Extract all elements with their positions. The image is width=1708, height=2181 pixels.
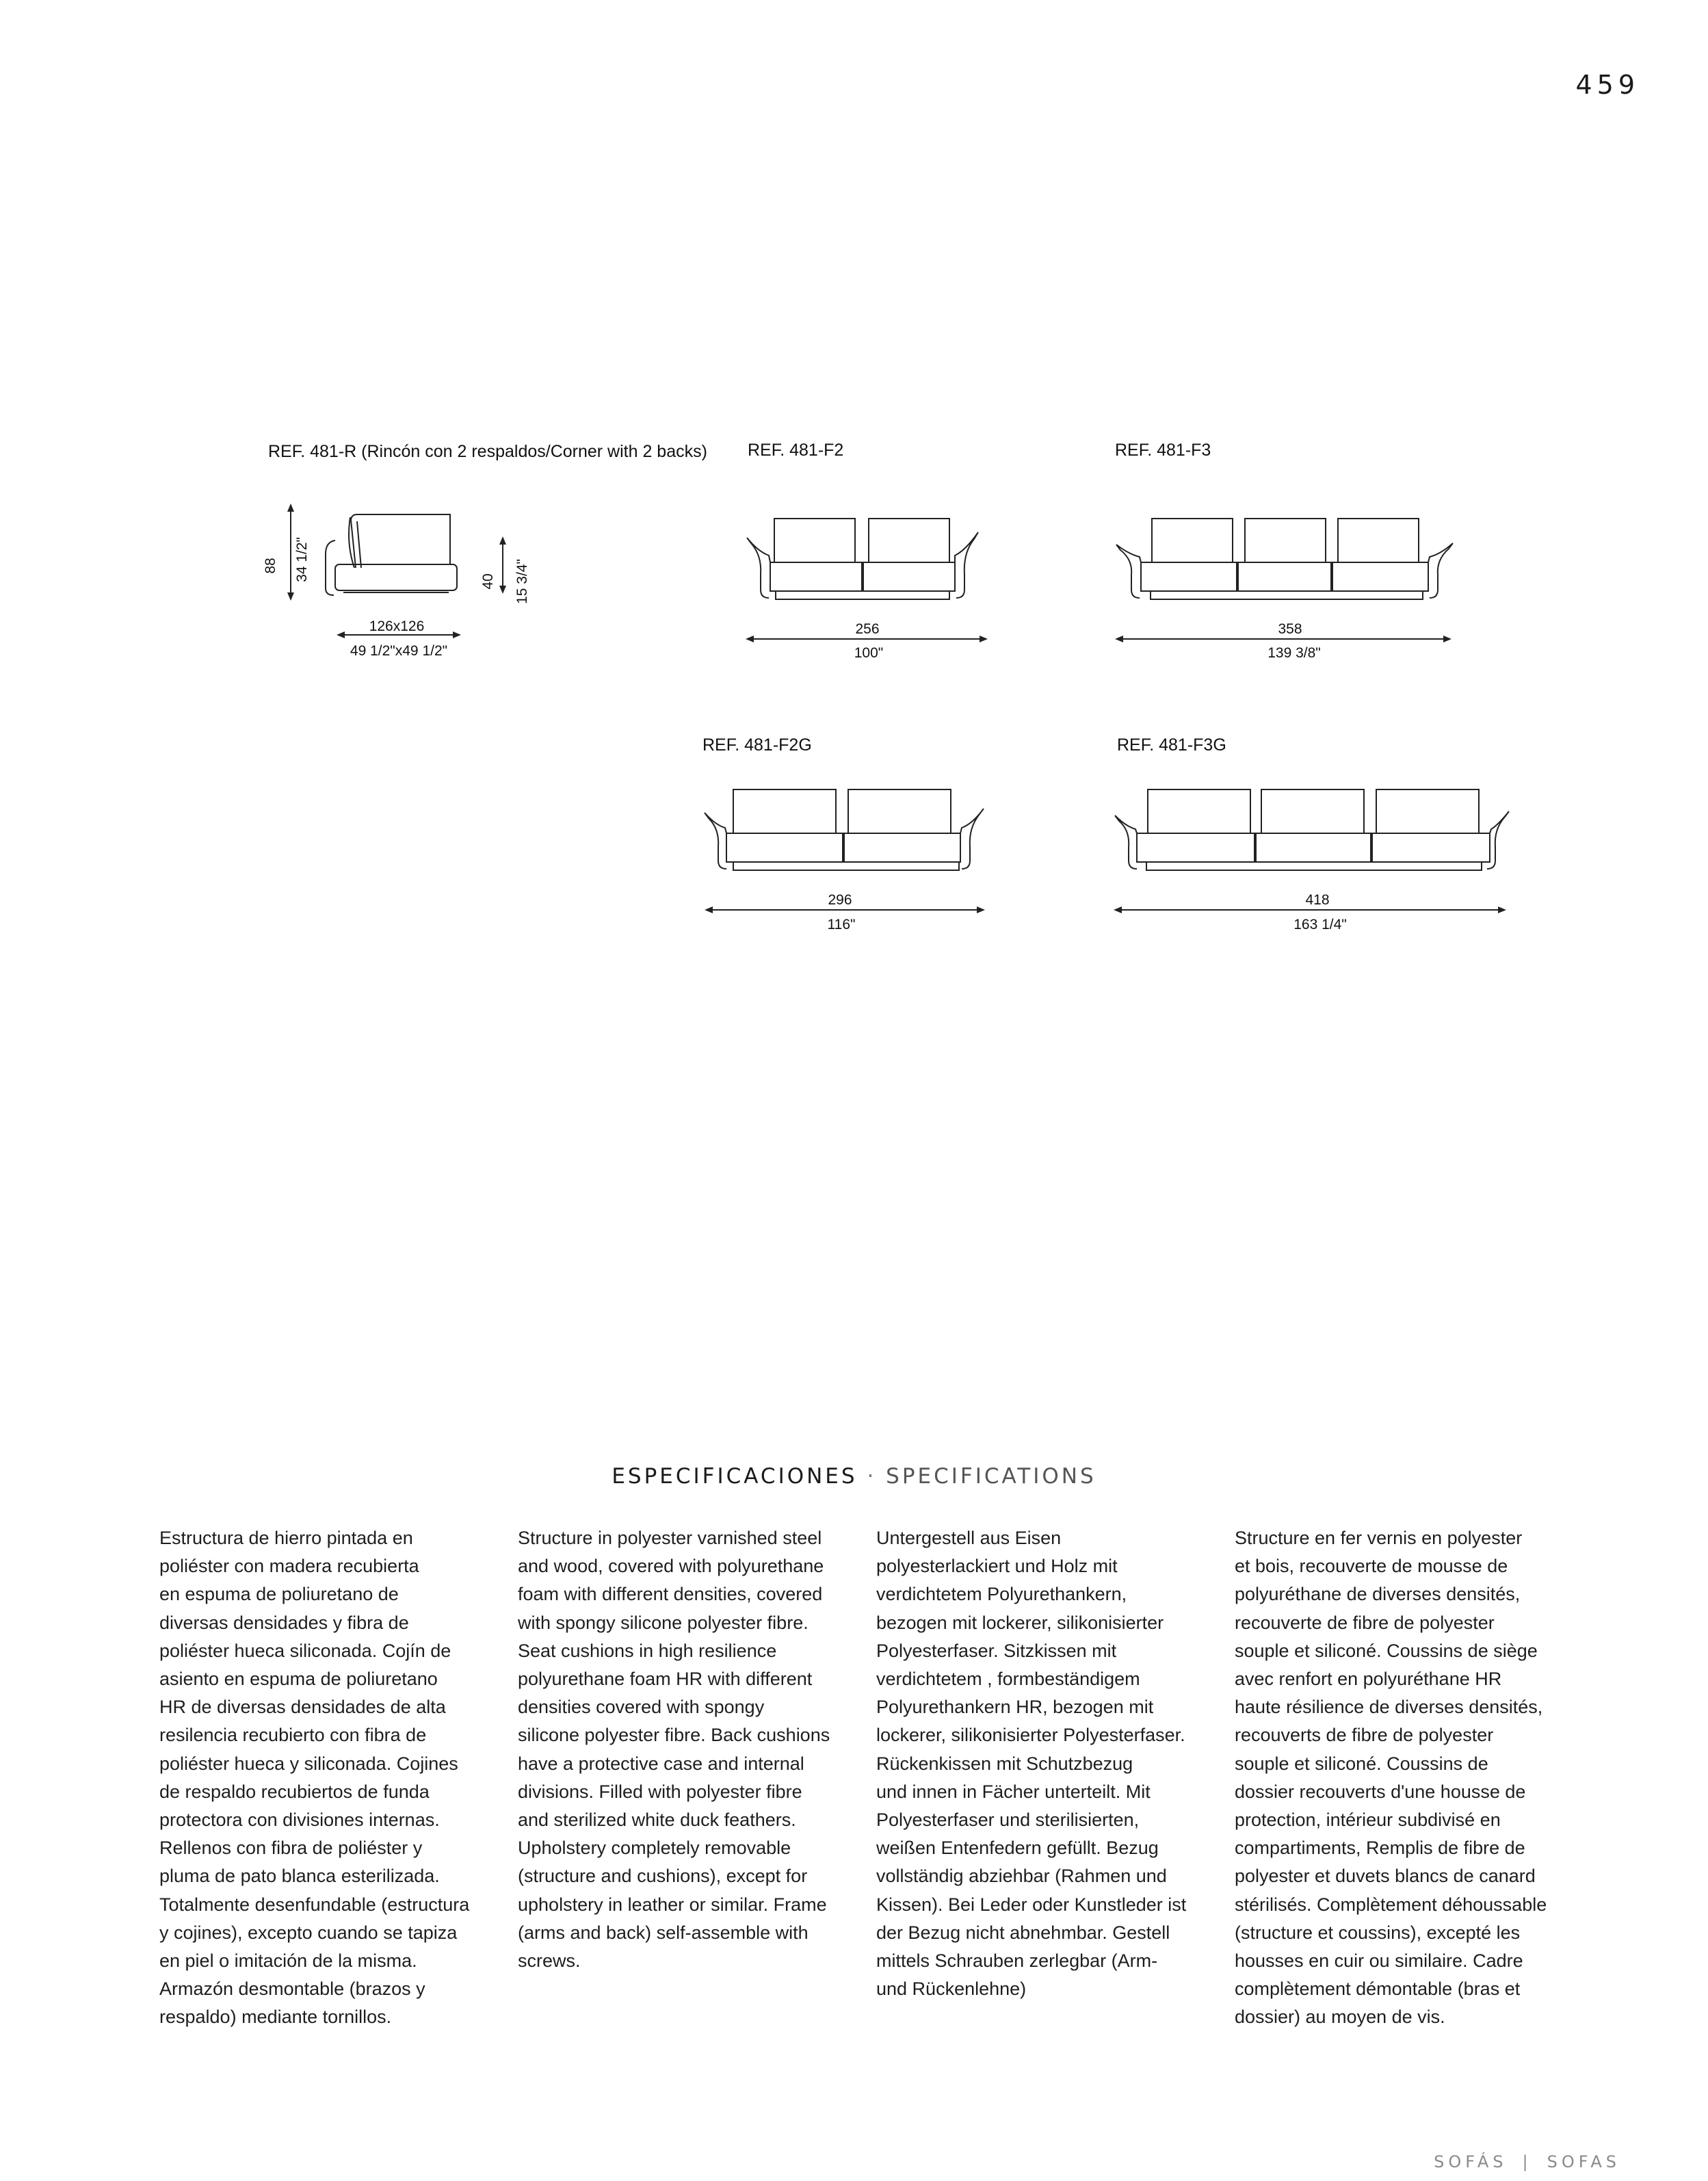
spec-line: resilencia recubierto con fibra de bbox=[159, 1725, 427, 1746]
spec-line: Kissen). Bei Leder oder Kunstleder ist bbox=[876, 1894, 1187, 1915]
spec-line: lockerer, silikonisierter Polyesterfaser. bbox=[876, 1725, 1185, 1746]
spec-line: dossier) au moyen de vis. bbox=[1235, 2007, 1445, 2028]
arrow-head bbox=[337, 631, 345, 638]
height-in-label: 34 1/2" bbox=[294, 537, 310, 582]
back-cushion-right bbox=[1338, 519, 1419, 562]
arrow-head bbox=[1443, 636, 1451, 642]
spec-line: et bois, recouverte de mousse de bbox=[1235, 1556, 1508, 1577]
spec-line: HR de diversas densidades de alta bbox=[159, 1697, 446, 1718]
seat-cushion-right bbox=[1372, 833, 1490, 862]
width-cm-label: 418 bbox=[1305, 892, 1330, 908]
spec-line: protection, intérieur subdivisé en bbox=[1235, 1810, 1501, 1831]
spec-line: polyurethane foam HR with different bbox=[518, 1669, 813, 1690]
spec-line: upholstery in leather or similar. Frame bbox=[518, 1894, 827, 1915]
spec-line: densities covered with spongy bbox=[518, 1697, 765, 1718]
width-cm-label: 256 bbox=[855, 621, 880, 637]
seat-cushion bbox=[335, 564, 457, 590]
spec-line: pluma de pato blanca esterilizada. bbox=[159, 1866, 440, 1887]
spec-line: respaldo) mediante tornillos. bbox=[159, 2007, 392, 2028]
spec-line: Seat cushions in high resilience bbox=[518, 1640, 777, 1661]
spec-line: Rückenkissen mit Schutzbezug bbox=[876, 1753, 1133, 1774]
spec-line: dossier recouverts d'une housse de bbox=[1235, 1781, 1526, 1802]
sofa-2-seat-front-view bbox=[746, 513, 999, 670]
spec-line: weißen Entenfedern gefüllt. Bezug bbox=[876, 1838, 1159, 1859]
spec-line: foam with different densities, covered bbox=[518, 1584, 823, 1605]
backrest-outline bbox=[351, 514, 450, 568]
spec-line: de respaldo recubiertos de funda bbox=[159, 1781, 430, 1802]
spec-line: vollständig abziehbar (Rahmen und bbox=[876, 1866, 1167, 1887]
arrow-head bbox=[977, 906, 985, 913]
spec-line: und innen in Fächer unterteilt. Mit bbox=[876, 1781, 1151, 1802]
footer-separator: | bbox=[1522, 2152, 1532, 2171]
specs-title-separator: · bbox=[867, 1464, 877, 1489]
arrow-head bbox=[287, 592, 294, 601]
back-cushion-left bbox=[733, 789, 836, 833]
spec-line: Polyesterfaser. Sitzkissen mit bbox=[876, 1640, 1117, 1661]
spec-line: protectora con divisiones internas. bbox=[159, 1810, 440, 1831]
back-cushion-middle bbox=[1261, 789, 1364, 833]
arrow-head bbox=[1498, 906, 1506, 913]
left-arm-frame bbox=[1115, 815, 1137, 869]
spec-line: en espuma de poliuretano de bbox=[159, 1584, 399, 1605]
ref-label-481-f2g: REF. 481-F2G bbox=[702, 735, 812, 755]
spec-column-en bbox=[518, 1524, 839, 1975]
back-cushion-left bbox=[1152, 519, 1233, 562]
spec-line: Untergestell aus Eisen bbox=[876, 1528, 1062, 1548]
drawing-481-r bbox=[260, 499, 547, 670]
spec-line: stérilisés. Complètement déhoussable bbox=[1235, 1894, 1547, 1915]
spec-line: poliéster hueca y siliconada. Cojines bbox=[159, 1753, 458, 1774]
spec-line: Armazón desmontable (brazos y bbox=[159, 1978, 425, 2000]
ref-label-481-f3: REF. 481-F3 bbox=[1115, 441, 1211, 460]
arrow-head bbox=[746, 636, 754, 642]
sofa-base bbox=[776, 591, 949, 599]
spec-line: mittels Schrauben zerlegbar (Arm- bbox=[876, 1950, 1158, 1972]
spec-line: polyuréthane de diverses densités, bbox=[1235, 1584, 1521, 1605]
spec-line: souple et siliconé. Coussins de bbox=[1235, 1753, 1488, 1774]
spec-line: verdichtetem , formbeständigem bbox=[876, 1669, 1140, 1690]
width-in-label: 49 1/2"x49 1/2" bbox=[350, 643, 448, 659]
seat-cushion-right bbox=[844, 833, 960, 862]
seat-cm-label: 40 bbox=[480, 573, 496, 590]
spec-line: recouverte de fibre de polyester bbox=[1235, 1612, 1495, 1633]
spec-line: Structure en fer vernis en polyester bbox=[1235, 1528, 1523, 1548]
spec-line: Structure in polyester varnished steel bbox=[518, 1528, 822, 1548]
spec-line: verdichtetem Polyurethankern, bbox=[876, 1584, 1127, 1605]
footer-section-es: SOFÁS bbox=[1434, 2152, 1508, 2171]
seat-cushion-middle bbox=[1256, 833, 1371, 862]
spec-line: souple et siliconé. Coussins de siège bbox=[1235, 1640, 1538, 1661]
width-in-label: 163 1/4" bbox=[1293, 917, 1347, 932]
spec-line: have a protective case and internal bbox=[518, 1753, 804, 1774]
arrow-head bbox=[980, 636, 988, 642]
section-footer bbox=[1434, 2152, 1620, 2171]
spec-line: poliéster hueca siliconada. Cojín de bbox=[159, 1640, 451, 1661]
footer-section-en: SOFAS bbox=[1547, 2152, 1620, 2171]
arrow-head bbox=[453, 631, 461, 638]
spec-column-de bbox=[876, 1524, 1198, 2003]
back-cushion-left bbox=[1148, 789, 1250, 833]
spec-line: avec renfort en polyuréthane HR bbox=[1235, 1669, 1502, 1690]
back-cushion-right bbox=[869, 519, 949, 562]
spec-line: und Rückenlehne) bbox=[876, 1978, 1027, 2000]
spec-line: polyester et duvets blancs de canard bbox=[1235, 1866, 1536, 1887]
page-number: 459 bbox=[1575, 70, 1640, 100]
ref-label-481-f3g: REF. 481-F3G bbox=[1117, 735, 1226, 755]
right-arm-frame bbox=[955, 532, 978, 598]
width-in-label: 116" bbox=[827, 917, 856, 932]
seat-cushion-middle bbox=[1238, 562, 1331, 591]
back-cushion-middle bbox=[1245, 519, 1326, 562]
sofa-3-seat-large-front-view bbox=[1112, 787, 1523, 944]
width-in-label: 139 3/8" bbox=[1267, 645, 1321, 661]
spec-line: en piel o imitación de la misma. bbox=[159, 1950, 417, 1972]
width-in-label: 100" bbox=[854, 645, 884, 661]
sofa-base bbox=[733, 862, 959, 870]
spec-line: Rellenos con fibra de poliéster y bbox=[159, 1838, 423, 1859]
arrow-head bbox=[499, 536, 506, 545]
corner-sofa-side-view bbox=[260, 499, 547, 670]
spec-line: diversas densidades y fibra de bbox=[159, 1612, 409, 1633]
width-cm-label: 296 bbox=[828, 892, 852, 908]
right-arm-frame bbox=[960, 809, 984, 869]
spec-line: (structure and cushions), except for bbox=[518, 1866, 808, 1887]
spec-line: compartiments, Remplis de fibre de bbox=[1235, 1838, 1525, 1859]
ref-label-481-f2: REF. 481-F2 bbox=[748, 441, 844, 460]
spec-line: recouverts de fibre de polyester bbox=[1235, 1725, 1494, 1746]
arrow-head bbox=[1115, 636, 1123, 642]
spec-line: polyesterlackiert und Holz mit bbox=[876, 1556, 1118, 1577]
spec-line: Upholstery completely removable bbox=[518, 1838, 791, 1859]
specs-title-en: SPECIFICATIONS bbox=[886, 1464, 1096, 1489]
spec-line: asiento en espuma de poliuretano bbox=[159, 1669, 438, 1690]
specs-title-es: ESPECIFICACIONES bbox=[612, 1464, 858, 1489]
spec-line: with spongy silicone polyester fibre. bbox=[518, 1612, 809, 1633]
seat-cushion-right bbox=[1332, 562, 1428, 591]
spec-line: Polyesterfaser und sterilisierten, bbox=[876, 1810, 1140, 1831]
spec-line: housses en cuir ou similaire. Cadre bbox=[1235, 1950, 1523, 1972]
back-cushion-right bbox=[848, 789, 951, 833]
spec-line: bezogen mit lockerer, silikonisierter bbox=[876, 1612, 1164, 1633]
spec-line: silicone polyester fibre. Back cushions bbox=[518, 1725, 830, 1746]
back-cushion-left bbox=[774, 519, 855, 562]
spec-line: poliéster con madera recubierta bbox=[159, 1556, 419, 1577]
spec-line: screws. bbox=[518, 1950, 581, 1972]
right-arm-frame bbox=[1428, 543, 1453, 598]
spec-line: and wood, covered with polyurethane bbox=[518, 1556, 824, 1577]
backrest-inner bbox=[357, 521, 361, 568]
spec-line: complètement démontable (bras et bbox=[1235, 1978, 1521, 2000]
seat-cushion-left bbox=[1141, 562, 1237, 591]
arrow-head bbox=[287, 504, 294, 512]
sofa-base bbox=[1146, 862, 1482, 870]
width-cm-label: 358 bbox=[1278, 621, 1302, 637]
back-cushion-right bbox=[1376, 789, 1479, 833]
spec-line: der Bezug nicht abnehmbar. Gestell bbox=[876, 1922, 1170, 1943]
drawing-481-f3g bbox=[1112, 787, 1523, 944]
sofa-3-seat-front-view bbox=[1114, 513, 1469, 670]
seat-cushion-left bbox=[726, 833, 843, 862]
spec-line: y cojines), excepto cuando se tapiza bbox=[159, 1922, 458, 1943]
arrow-head bbox=[499, 586, 506, 594]
seat-cushion-left bbox=[1137, 833, 1254, 862]
frame-tube bbox=[326, 540, 335, 595]
ref-label-481-r: REF. 481-R (Rincón con 2 respaldos/Corner with 2 backs) bbox=[268, 442, 707, 461]
spec-line: and sterilized white duck feathers. bbox=[518, 1810, 796, 1831]
spec-line: (structure et coussins), excepté les bbox=[1235, 1922, 1521, 1943]
spec-line: divisions. Filled with polyester fibre bbox=[518, 1781, 802, 1802]
spec-line: Totalmente desenfundable (estructura bbox=[159, 1894, 470, 1915]
left-arm-frame bbox=[747, 538, 770, 598]
drawing-481-f2g bbox=[703, 787, 1004, 944]
height-cm-label: 88 bbox=[263, 558, 278, 574]
left-arm-frame bbox=[705, 813, 726, 869]
seat-in-label: 15 3/4" bbox=[514, 559, 530, 604]
left-arm-frame bbox=[1116, 545, 1141, 598]
drawing-481-f3 bbox=[1114, 513, 1469, 670]
seat-cushion-right bbox=[863, 562, 955, 591]
arrow-head bbox=[705, 906, 713, 913]
arrow-head bbox=[1114, 906, 1122, 913]
spec-column-fr bbox=[1235, 1524, 1556, 2032]
seat-cushion-left bbox=[770, 562, 862, 591]
spec-line: Polyurethankern HR, bezogen mit bbox=[876, 1697, 1154, 1718]
spec-line: (arms and back) self-assemble with bbox=[518, 1922, 809, 1943]
sofa-2-seat-large-front-view bbox=[703, 787, 1004, 944]
drawing-481-f2 bbox=[746, 513, 999, 670]
specs-title bbox=[0, 1464, 1708, 1489]
spec-column-es bbox=[159, 1524, 481, 2032]
width-cm-label: 126x126 bbox=[369, 618, 425, 634]
spec-line: haute résilience de diverses densités, bbox=[1235, 1697, 1543, 1718]
sofa-base bbox=[1151, 591, 1423, 599]
spec-line: Estructura de hierro pintada en bbox=[159, 1528, 413, 1548]
